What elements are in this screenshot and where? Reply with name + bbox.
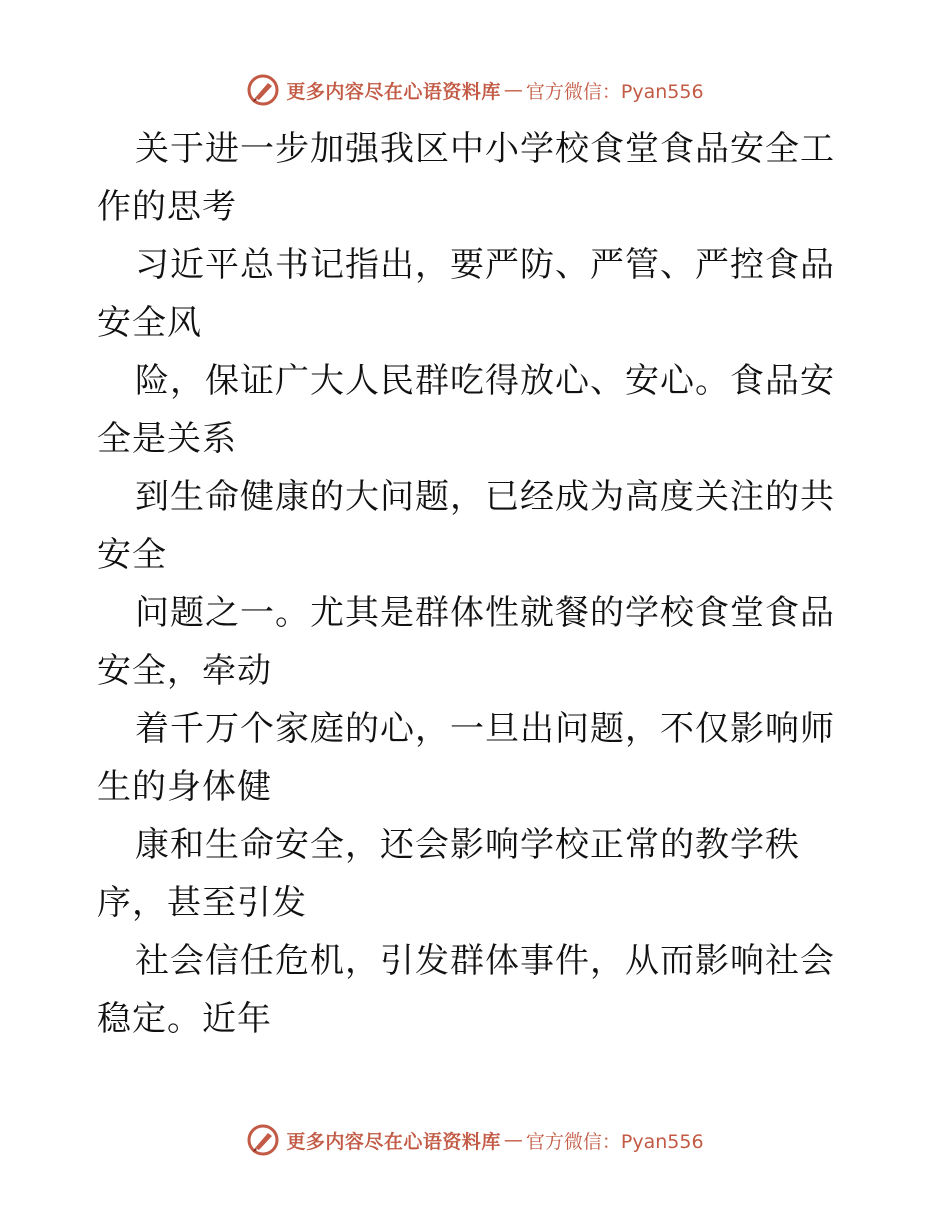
document-body <box>97 120 857 1048</box>
banner-wechat-text: 官方微信：Pyan556 <box>525 80 704 103</box>
paragraph: 着千万个家庭的心，一旦出问题，不仅影响师生的身体健 <box>97 709 835 807</box>
paragraph: 习近平总书记指出，要严防、严管、严控食品安全风 <box>97 245 835 343</box>
paragraph: 康和生命安全，还会影响学校正常的教学秩序，甚至引发 <box>97 825 800 923</box>
banner-main-text: 更多内容尽在心语资料库 <box>286 80 501 103</box>
pen-logo-icon <box>246 73 280 107</box>
paragraph: 社会信任危机，引发群体事件，从而影响社会稳定。近年 <box>97 941 835 1039</box>
paragraph: 问题之一。尤其是群体性就餐的学校食堂食品安全，牵动 <box>97 593 835 691</box>
banner-separator: — <box>503 1129 523 1151</box>
pen-logo-icon <box>246 1123 280 1157</box>
banner-wechat-text: 官方微信：Pyan556 <box>525 1130 704 1153</box>
banner-separator: — <box>503 79 523 101</box>
banner-main-text: 更多内容尽在心语资料库 <box>286 1130 501 1153</box>
paragraph: 险，保证广大人民群吃得放心、安心。食品安全是关系 <box>97 361 835 459</box>
header-banner <box>0 70 950 110</box>
paragraph-title: 关于进一步加强我区中小学校食堂食品安全工作的思考 <box>97 129 835 227</box>
footer-banner <box>0 1120 950 1160</box>
paragraph: 到生命健康的大问题，已经成为高度关注的共安全 <box>97 477 835 575</box>
